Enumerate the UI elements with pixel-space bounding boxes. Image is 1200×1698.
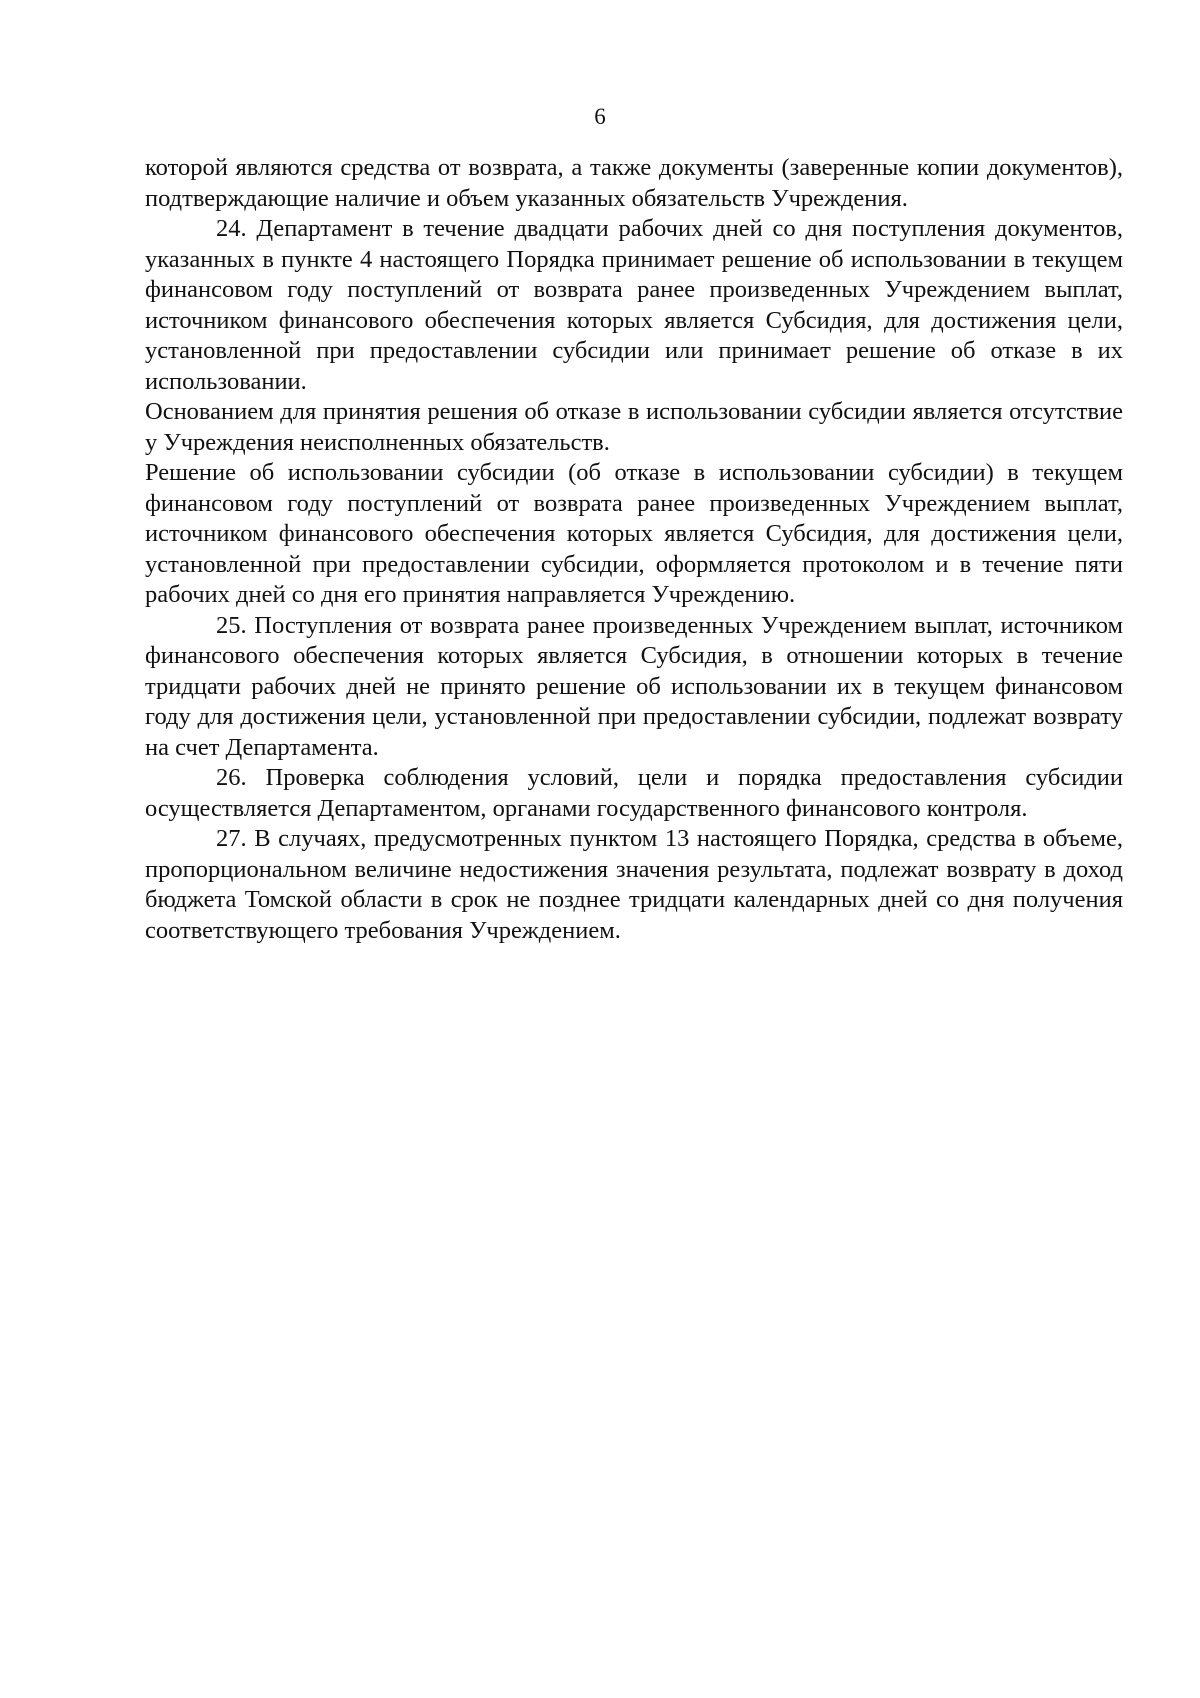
paragraph-24-decision: Решение об использовании субсидии (об отказе в использовании субсидии) в текущем финансовом году поступлений от возврата ранее произведенных Учреждением выплат, источником финансового обеспечения которых является Субсидия, для достижения цели, установленной при предоставлении субсидии, оформляется протоколом и в течение пяти рабочих дней со дня его принятия направляется Учреждению. <box>145 459 1123 608</box>
paragraph-26: 26. Проверка соблюдения условий, цели и порядка предоставления субсидии осуществляется Департаментом, органами государственного финансового контроля. <box>145 764 1123 822</box>
paragraph-24: 24. Департамент в течение двадцати рабочих дней со дня поступления документов, указанных в пункте 4 настоящего Порядка принимает решение об использовании в текущем финансовом году поступлений от возврата ранее произведенных Учреждением выплат, источником финансового обеспечения которых является Субсидия, для достижения цели, установленной при предоставлении субсидии или принимает решение об отказе в их использовании. <box>145 215 1123 395</box>
paragraph-27: 27. В случаях, предусмотренных пунктом 13 настоящего Порядка, средства в объеме, пропорциональном величине недостижения значения результата, подлежат возврату в доход бюджета Томской области в срок не позднее тридцати календарных дней со дня получения соответствующего требования Учреждением. <box>145 825 1123 944</box>
paragraph-24-refusal-basis: Основанием для принятия решения об отказе в использовании субсидии является отсутствие у Учреждения неисполненных обязательств. <box>145 398 1123 456</box>
document-body <box>145 153 1123 946</box>
paragraph-continuation: которой являются средства от возврата, а также документы (заверенные копии документов), подтверждающие наличие и объем указанных обязательств Учреждения. <box>145 154 1123 212</box>
page-number: 6 <box>594 104 606 129</box>
paragraph-25: 25. Поступления от возврата ранее произведенных Учреждением выплат, источником финансового обеспечения которых является Субсидия, в отношении которых в течение тридцати рабочих дней не принято решение об использовании их в текущем финансовом году для достижения цели, установленной при предоставлении субсидии, подлежат возврату на счет Департамента. <box>145 611 1123 761</box>
